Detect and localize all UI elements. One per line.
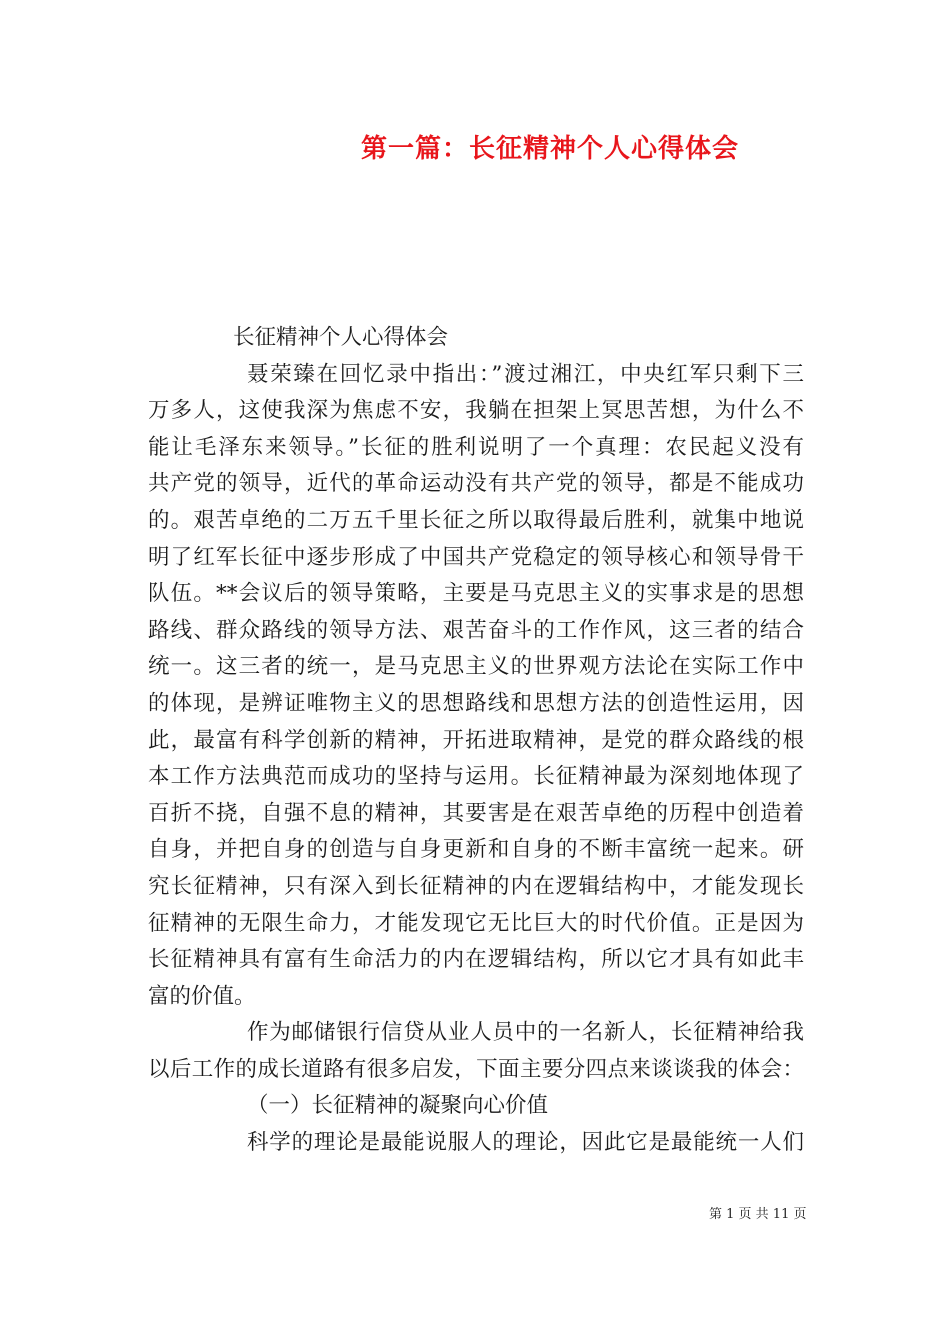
paragraph-line: 自身，并把自身的创造与自身更新和自身的不断丰富统一起来。研 [148,837,804,863]
document-subtitle: 长征精神个人心得体会 [233,325,449,350]
paragraph-line: 此，最富有科学创新的精神，开拓进取精神，是党的群众路线的根 [148,727,804,753]
paragraph-line: 富的价值。 [148,983,256,1009]
document-body [148,320,804,1162]
paragraph-3: 科学的理论是最能说服人的理论，因此它是最能统一人们 [247,1130,804,1156]
paragraph-line: 的体现，是辨证唯物主义的思想路线和思想方法的创造性运用，因 [148,690,804,716]
paragraph-line: 万多人，这使我深为焦虑不安，我躺在担架上冥思苦想，为什么不 [148,398,804,424]
paragraph-line: 究长征精神，只有深入到长征精神的内在逻辑结构中，才能发现长 [148,873,804,899]
paragraph-line: 的。艰苦卓绝的二万五千里长征之所以取得最后胜利，就集中地说 [148,507,804,533]
paragraph-line: 聂荣臻在回忆录中指出：”渡过湘江，中央红军只剩下三 [247,361,804,387]
paragraph-1 [148,357,804,1016]
section-heading: （一）长征精神的凝聚向心价值 [247,1093,549,1119]
paragraph-line: 作为邮储银行信贷从业人员中的一名新人，长征精神给我 [247,1020,804,1046]
paragraph-line: 本工作方法典范而成功的坚持与运用。长征精神最为深刻地体现了 [148,764,804,790]
page-indicator: 第 1 页 共 11 页 [709,1207,807,1222]
paragraph-line: 路线、群众路线的领导方法、艰苦奋斗的工作作风，这三者的结合 [148,617,804,643]
paragraph-line: 队伍。**会议后的领导策略，主要是马克思主义的实事求是的思想 [148,581,804,607]
paragraph-line: 以后工作的成长道路有很多启发，下面主要分四点来谈谈我的体会： [148,1056,804,1082]
paragraph-2 [148,1015,804,1088]
paragraph-line: 统一。这三者的统一，是马克思主义的世界观方法论在实际工作中 [148,654,804,680]
paragraph-line: 长征精神具有富有生命活力的内在逻辑结构，所以它才具有如此丰 [148,947,804,973]
document-title: 第一篇：长征精神个人心得体会 [360,134,739,164]
paragraph-line: 百折不挠，自强不息的精神，其要害是在艰苦卓绝的历程中创造着 [148,800,804,826]
paragraph-line: 共产党的领导，近代的革命运动没有共产党的领导，都是不能成功 [148,471,804,497]
paragraph-line: 明了红军长征中逐步形成了中国共产党稳定的领导核心和领导骨干 [148,544,804,570]
paragraph-line: 征精神的无限生命力，才能发现它无比巨大的时代价值。正是因为 [148,910,804,936]
paragraph-line: 能让毛泽东来领导。”长征的胜利说明了一个真理：农民起义没有 [148,434,804,460]
